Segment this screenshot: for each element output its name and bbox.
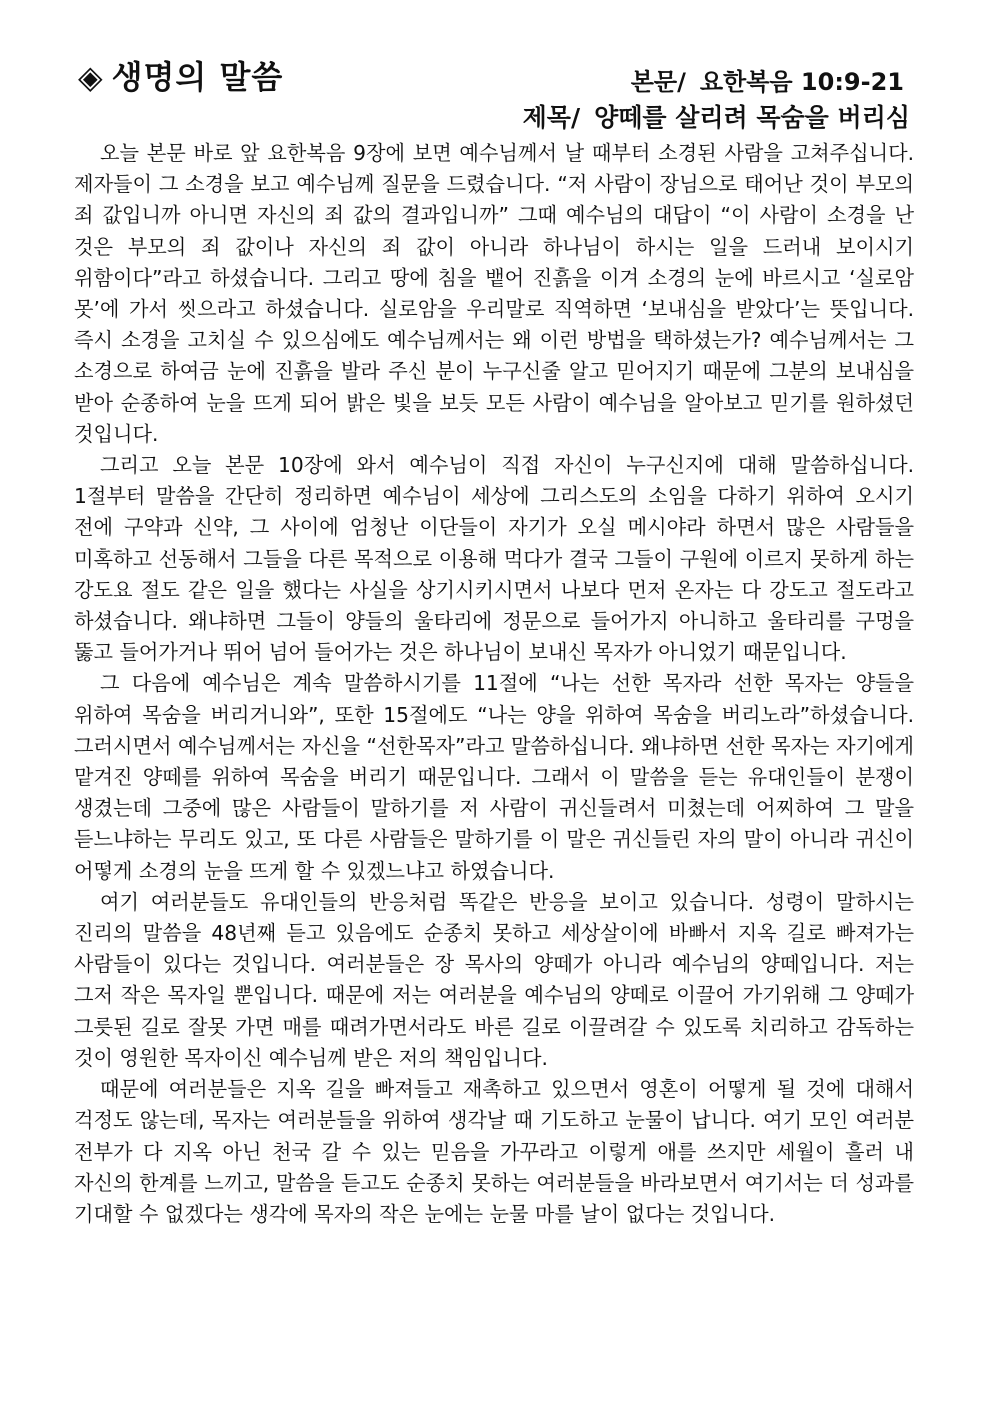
scripture-text: 요한복음 10:9-21	[699, 68, 904, 96]
scripture-label: 본문/	[630, 68, 686, 96]
sermon-subject	[523, 98, 910, 134]
subject-label: 제목/	[522, 103, 581, 132]
paragraph-3: 그 다음에 예수님은 계속 말씀하시기를 11절에 “나는 선한 목자라 선한 목자는 양들을 위하여 목숨을 버리거니와”, 또한 15절에도 “나는 양을 위하여 목숨을 버리노라”하셨습니다. 그러시면서 예수님께서는 자신을 “선한목자”라고 말씀하십니다. 왜냐하면 선한 목자는 자기에게 맡겨진 양떼를 위하여 목숨을 버리기 때문입니다. 그래서 이 말씀을 듣는 유대인들이 분쟁이 생겼는데 그중에 많은 사람들이 말하기를 저 사람이 귀신들려서 미쳤는데 어찌하여 그 말을 듣느냐하는 무리도 있고, 또 다른 사람들은 말하기를 이 말은 귀신들린 자의 말이 아니라 귀신이 어떻게 소경의 눈을 뜨게 할 수 있겠느냐고 하였습니다.	[74, 671, 914, 883]
paragraph-2: 그리고 오늘 본문 10장에 와서 예수님이 직접 자신이 누구신지에 대해 말씀하십니다. 1절부터 말씀을 간단히 정리하면 예수님이 세상에 그리스도의 소임을 다하기 위하여 오시기 전에 구약과 신약, 그 사이에 엄청난 이단들이 자기가 오실 메시야라 하면서 많은 사람들을 미혹하고 선동해서 그들을 다른 목적으로 이용해 먹다가 결국 그들이 구원에 이르지 못하게 하는 강도요 절도 같은 일을 했다는 사실을 상기시키시면서 나보다 먼저 온자는 다 강도고 절도라고 하셨습니다. 왜냐하면 그들이 양들의 울타리에 정문으로 들어가지 아니하고 울타리를 구멍을 뚫고 들어가거나 뛰어 넘어 들어가는 것은 하나님이 보내신 목자가 아니었기 때문입니다.	[74, 453, 914, 665]
paragraph-1: 오늘 본문 바로 앞 요한복음 9장에 보면 예수님께서 날 때부터 소경된 사람을 고쳐주십니다. 제자들이 그 소경을 보고 예수님께 질문을 드렸습니다. “저 사람이 장님으로 태어난 것이 부모의 죄 값입니까 아니면 자신의 죄 값의 결과입니까” 그때 예수님의 대답이 “이 사람이 소경을 난 것은 부모의 죄 값이나 자신의 죄 값이 아니라 하나님이 하시는 일을 드러내 보이시기 위함이다”라고 하셨습니다. 그리고 땅에 침을 뱉어 진흙을 이겨 소경의 눈에 바르시고 ‘실로암 못’에 가서 씻으라고 하셨습니다. 실로암을 우리말로 직역하면 ‘보내심을 받았다’는 뜻입니다. 즉시 소경을 고치실 수 있으심에도 예수님께서는 왜 이런 방법을 택하셨는가? 예수님께서는 그 소경으로 하여금 눈에 진흙을 발라 주신 분이 누구신줄 알고 믿어지기 때문에 그분의 보내심을 받아 순종하여 눈을 뜨게 되어 밝은 빛을 보듯 모든 사람이 예수님을 알아보고 믿기를 원하셨던 것입니다.	[74, 141, 914, 446]
paragraph-5: 때문에 여러분들은 지옥 길을 빠져들고 재촉하고 있으면서 영혼이 어떻게 될 것에 대해서 걱정도 않는데, 목자는 여러분들을 위하여 생각날 때 기도하고 눈물이 납니다. 여기 모인 여러분 전부가 다 지옥 아닌 천국 갈 수 있는 믿음을 가꾸라고 이렇게 애를 쓰지만 세월이 흘러 내 자신의 한계를 느끼고, 말씀을 듣고도 순종치 못하는 여러분들을 바라보면서 여기서는 더 성과를 기대할 수 없겠다는 생각에 목자의 작은 눈에는 눈물 마를 날이 없다는 것입니다.	[74, 1077, 914, 1226]
diamond-icon: ◈	[78, 58, 104, 96]
paragraph-4: 여기 여러분들도 유대인들의 반응처럼 똑같은 반응을 보이고 있습니다. 성령이 말하시는 진리의 말씀을 48년째 듣고 있음에도 순종치 못하고 세상살이에 바빠서 지옥 길로 빠져가는 사람들이 있다는 것입니다. 여러분들은 장 목사의 양떼가 아니라 예수님의 양떼입니다. 저는 그저 작은 목자일 뿐입니다. 때문에 저는 여러분을 예수님의 양떼로 이끌어 가기위해 그 양떼가 그릇된 길로 잘못 가면 매를 때려가면서라도 바른 길로 이끌려갈 수 있도록 치리하고 감독하는 것이 영원한 목자이신 예수님께 받은 저의 책임입니다.	[74, 889, 914, 1070]
sermon-body	[74, 138, 914, 1230]
section-title-text: 생명의 말씀	[111, 58, 284, 96]
scripture-reference	[631, 62, 904, 97]
subject-text: 양떼를 살리려 목숨을 버리심	[594, 103, 910, 132]
section-title	[78, 52, 283, 98]
